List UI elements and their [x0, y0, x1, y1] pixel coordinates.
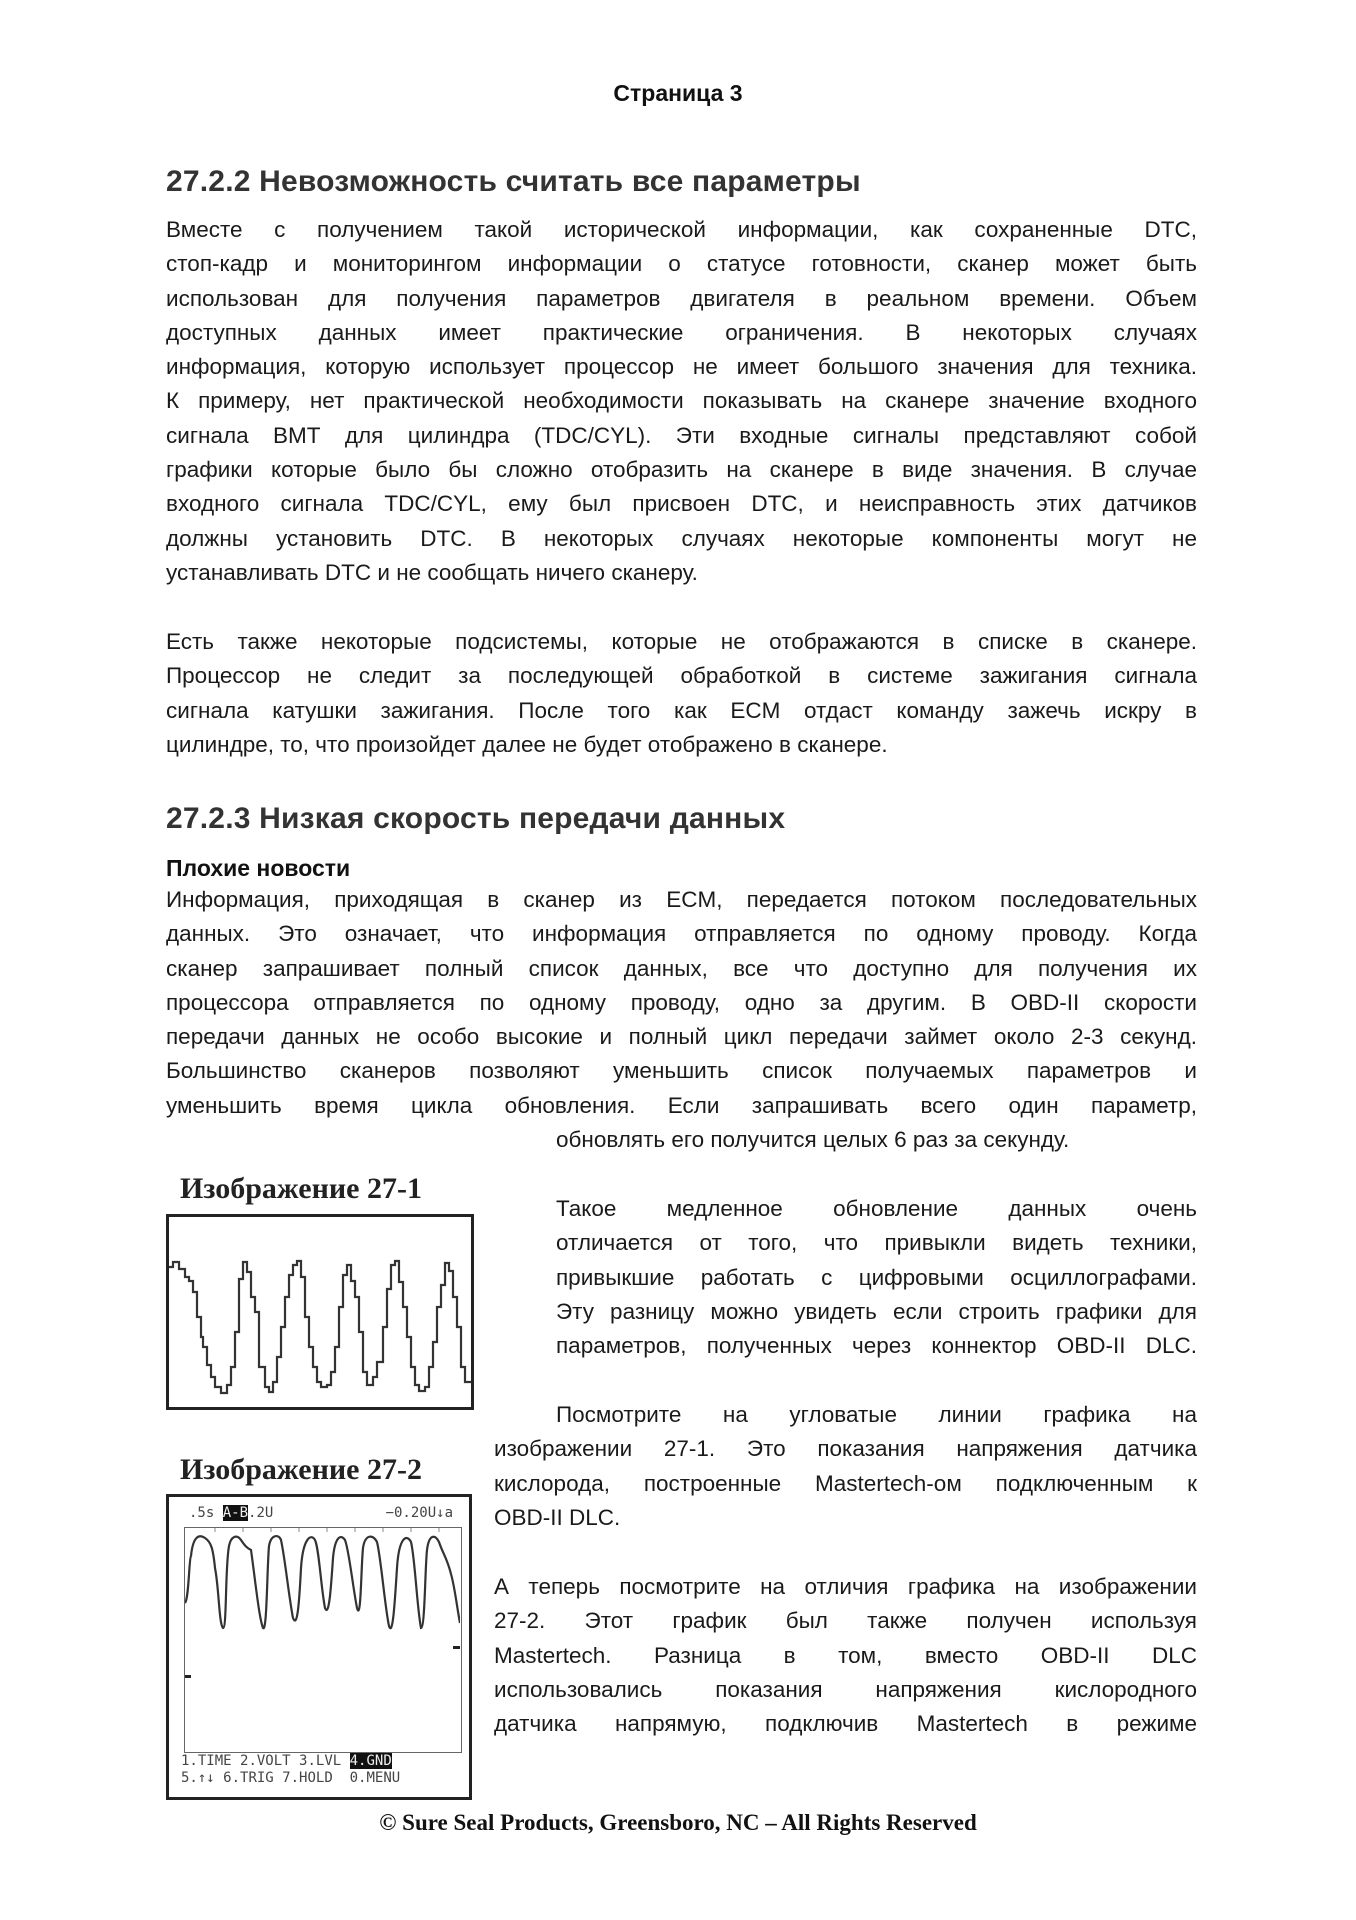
- menu-lvl: 3.LVL: [299, 1753, 342, 1769]
- section-2-paragraph-4: [494, 1570, 1197, 1741]
- text-line: Процессор не следит за последующей обработкой в системе зажигания сигнала: [166, 663, 1197, 689]
- figure-27-1-oscilloscope-image: [166, 1214, 474, 1410]
- text-line: датчика напрямую, подключив Mastertech в режиме: [494, 1711, 1197, 1737]
- scope-plot-area: [184, 1527, 462, 1753]
- text-line: устанавливать DTC и не сообщать ничего сканеру.: [166, 559, 698, 585]
- text-line: Большинство сканеров позволяют уменьшить список получаемых параметров и: [166, 1058, 1197, 1084]
- menu-menu: 0.MENU: [349, 1770, 401, 1786]
- text-line: параметров, полученных через коннектор OBD-II DLC.: [556, 1333, 1197, 1359]
- text-line: Эту разницу можно увидеть если строить графики для: [556, 1298, 1197, 1324]
- scope-offset: −0.20U↓a: [385, 1505, 453, 1521]
- section-2-paragraph-1: [166, 883, 1197, 1123]
- text-line: сигнала ВМТ для цилиндра (TDC/CYL). Эти входные сигналы представляют собой: [166, 422, 1197, 448]
- text-line: должны установить DTC. В некоторых случаях некоторые компоненты могут не: [166, 525, 1197, 551]
- text-line: данных. Это означает, что информация отправляется по одному проводу. Когда: [166, 921, 1197, 947]
- scope-header: [189, 1505, 459, 1523]
- text-line: графики которые было бы сложно отобразить на сканере в виде значения. В случае: [166, 457, 1197, 483]
- text-line: использован для получения параметров двигателя в реальном времени. Объем: [166, 285, 1197, 311]
- menu-volt: 2.VOLT: [240, 1753, 291, 1769]
- page-header: Страница 3: [613, 80, 743, 106]
- stepped-o2-waveform-icon: [169, 1217, 471, 1407]
- text-line: OBD-II DLC.: [494, 1504, 621, 1530]
- text-line: изображении 27-1. Это показания напряжения датчика: [494, 1436, 1197, 1462]
- scope-channel: A-B: [222, 1505, 249, 1521]
- text-line: кислорода, построенные Mastertech-ом подключенным к: [494, 1470, 1197, 1496]
- text-line: входного сигнала TDC/CYL, ему был присвоен DTC, и неисправность этих датчиков: [166, 491, 1197, 517]
- text-line: обновлять его получится целых 6 раз за секунду.: [556, 1127, 1070, 1152]
- page-footer-copyright: © Sure Seal Products, Greensboro, NC – All Rights Reserved: [379, 1810, 977, 1835]
- text-line: Информация, приходящая в сканер из ECM, передается потоком последовательных: [166, 887, 1197, 912]
- text-line: уменьшить время цикла обновления. Если запрашивать всего один параметр,: [166, 1092, 1197, 1118]
- text-line: сигнала катушки зажигания. После того как ECM отдаст команду зажечь искру в: [166, 697, 1197, 723]
- text-line: доступных данных имеет практические ограничения. В некоторых случаях: [166, 319, 1197, 345]
- text-line: 27-2. Этот график был также получен используя: [494, 1608, 1197, 1634]
- text-line: Вместе с получением такой исторической информации, как сохраненные DTC,: [166, 217, 1197, 242]
- section-heading-27-2-2: 27.2.2 Невозможность считать все параметры: [166, 165, 861, 198]
- section-1-paragraph-2: [166, 625, 1197, 762]
- figure-27-2-oscilloscope-image: [166, 1494, 472, 1800]
- text-line: использовались показания напряжения кислородного: [494, 1676, 1197, 1702]
- scope-timebase: .5s: [189, 1505, 215, 1521]
- text-line: процессора отправляется по одному проводу, одно за другим. В OBD-II скорости: [166, 989, 1197, 1015]
- text-line: информация, которую использует процессор не имеет большого значения для техника.: [166, 354, 1197, 380]
- text-line: передачи данных не особо высокие и полный цикл передачи займет около 2-3 секунд.: [166, 1024, 1197, 1050]
- section-heading-27-2-3: 27.2.3 Низкая скорость передачи данных: [166, 802, 786, 835]
- figure-27-1-caption: Изображение 27-1: [180, 1172, 422, 1205]
- text-line: А теперь посмотрите на отличия графика на изображении: [494, 1574, 1197, 1599]
- menu-trig: 6.TRIG: [223, 1770, 274, 1786]
- scope-scale: .2U: [248, 1505, 274, 1521]
- scope-menu: [181, 1753, 471, 1787]
- section-2-paragraph-2: [556, 1192, 1197, 1363]
- subheading-bad-news: Плохие новости: [166, 855, 351, 881]
- figure-27-2-caption: Изображение 27-2: [180, 1453, 422, 1486]
- text-line: Mastertech. Разница в том, вместо OBD-II DLC: [494, 1642, 1197, 1668]
- text-line: Посмотрите на угловатые линии графика на: [556, 1402, 1197, 1427]
- text-line: Есть также некоторые подсистемы, которые не отображаются в списке в сканере.: [166, 629, 1197, 654]
- menu-time: 1.TIME: [181, 1753, 232, 1769]
- menu-hold: 7.HOLD: [282, 1770, 333, 1786]
- section-1-paragraph-1: [166, 213, 1197, 590]
- text-line: привыкшие работать с цифровыми осциллографами.: [556, 1264, 1197, 1290]
- menu-updown: 5.↑↓: [181, 1770, 215, 1786]
- section-2-paragraph-1-tail: [556, 1123, 1197, 1157]
- text-line: отличается от того, что привыкли видеть техники,: [556, 1230, 1197, 1256]
- section-2-paragraph-3: [494, 1398, 1197, 1535]
- menu-gnd: 4.GND: [349, 1753, 392, 1769]
- text-line: стоп-кадр и мониторингом информации о статусе готовности, сканер может быть: [166, 251, 1197, 277]
- text-line: К примеру, нет практической необходимости показывать на сканере значение входного: [166, 388, 1197, 414]
- text-line: сканер запрашивает полный список данных, все что доступно для получения их: [166, 955, 1197, 981]
- smooth-o2-waveform-icon: [185, 1528, 460, 1751]
- text-line: цилиндре, то, что произойдет далее не будет отображено в сканере.: [166, 731, 888, 757]
- text-line: Такое медленное обновление данных очень: [556, 1196, 1197, 1221]
